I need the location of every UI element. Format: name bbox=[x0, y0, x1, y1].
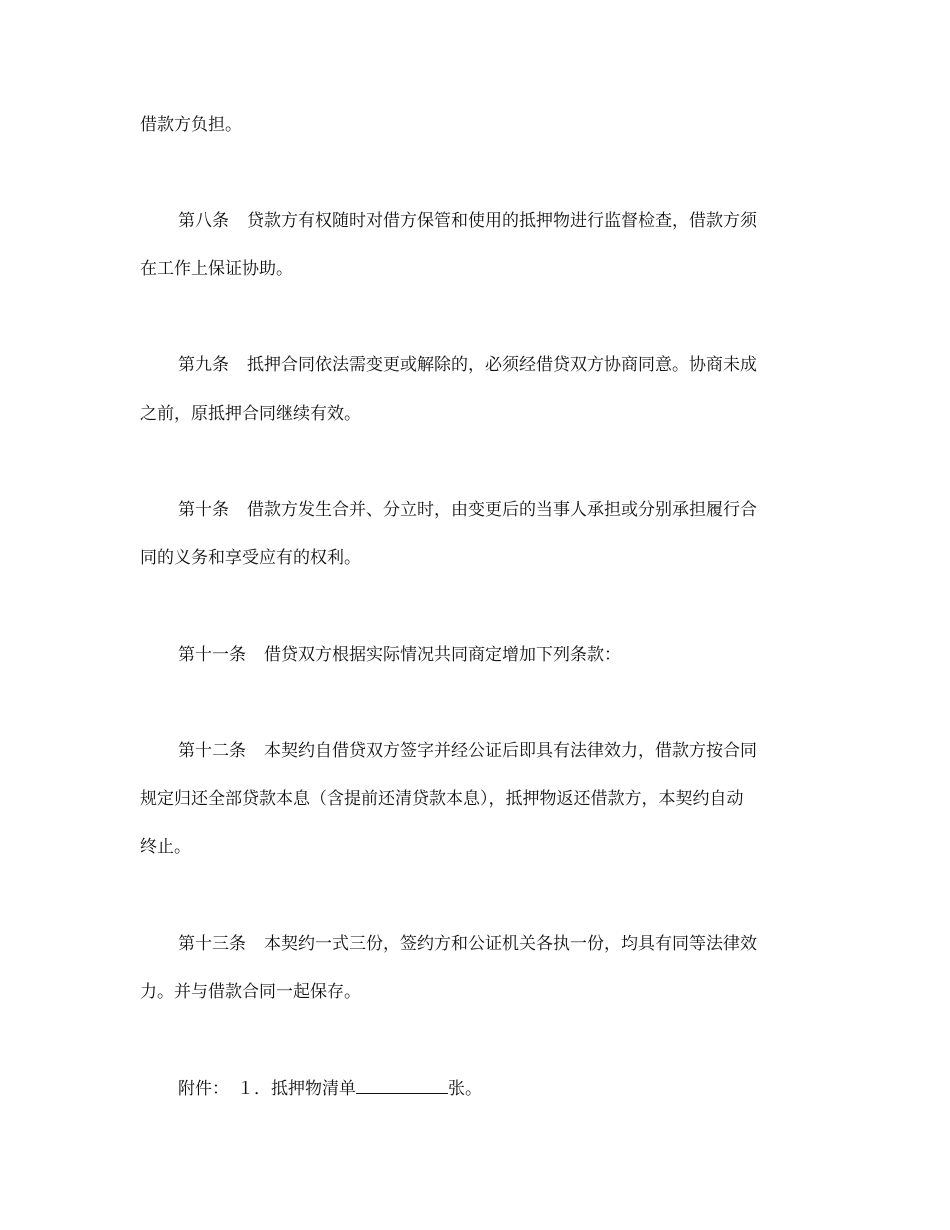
attachment-suffix: 张。 bbox=[448, 1079, 482, 1099]
article-8-line-1 bbox=[178, 209, 757, 233]
article-10-text: 借款方发生合并、分立时，由变更后的当事人承担或分别承担履行合 bbox=[247, 500, 757, 520]
article-9-label: 第九条 bbox=[178, 355, 229, 375]
attachment-blank-field bbox=[356, 1078, 448, 1094]
article-8-label: 第八条 bbox=[178, 211, 229, 231]
article-9-text-cont: 之前，原抵押合同继续有效。 bbox=[140, 404, 361, 424]
paragraph-continuation bbox=[140, 113, 242, 137]
article-9-line-2 bbox=[140, 402, 361, 426]
article-12-text-cont: 规定归还全部贷款本息（含提前还清贷款本息），抵押物返还借款方，本契约自动 bbox=[140, 789, 744, 809]
paragraph-text: 借款方负担。 bbox=[140, 115, 242, 135]
article-8-text-cont: 在工作上保证协助。 bbox=[140, 259, 293, 279]
article-13-line-2 bbox=[140, 980, 361, 1004]
article-8-line-2 bbox=[140, 257, 293, 281]
article-10-label: 第十条 bbox=[178, 500, 229, 520]
article-10-line-1 bbox=[178, 498, 757, 522]
article-13-line-1 bbox=[178, 932, 757, 956]
article-12-text: 本契约自借贷双方签字并经公证后即具有法律效力，借款方按合同 bbox=[264, 741, 757, 761]
attachment-label: 附件： bbox=[178, 1079, 229, 1099]
article-9-text: 抵押合同依法需变更或解除的，必须经借贷双方协商同意。协商未成 bbox=[247, 355, 757, 375]
article-12-text-end: 终止。 bbox=[140, 837, 191, 857]
article-13-label: 第十三条 bbox=[178, 934, 246, 954]
article-12-line-2 bbox=[140, 787, 744, 811]
article-9-line-1 bbox=[178, 353, 757, 377]
article-8-text: 贷款方有权随时对借方保管和使用的抵押物进行监督检查，借款方须 bbox=[247, 211, 757, 231]
article-11-label: 第十一条 bbox=[178, 645, 246, 665]
article-10-line-2 bbox=[140, 546, 361, 570]
article-13-text: 本契约一式三份，签约方和公证机关各执一份，均具有同等法律效 bbox=[264, 934, 757, 954]
article-12-line-3 bbox=[140, 835, 191, 859]
article-12-label: 第十二条 bbox=[178, 741, 246, 761]
attachment-item: １．抵押物清单 bbox=[237, 1079, 356, 1099]
article-13-text-cont: 力。并与借款合同一起保存。 bbox=[140, 982, 361, 1002]
article-10-text-cont: 同的义务和享受应有的权利。 bbox=[140, 548, 361, 568]
attachment-line bbox=[178, 1077, 482, 1101]
article-12-line-1 bbox=[178, 739, 757, 763]
article-11-line-1 bbox=[178, 643, 621, 667]
article-11-text: 借贷双方根据实际情况共同商定增加下列条款： bbox=[264, 645, 621, 665]
